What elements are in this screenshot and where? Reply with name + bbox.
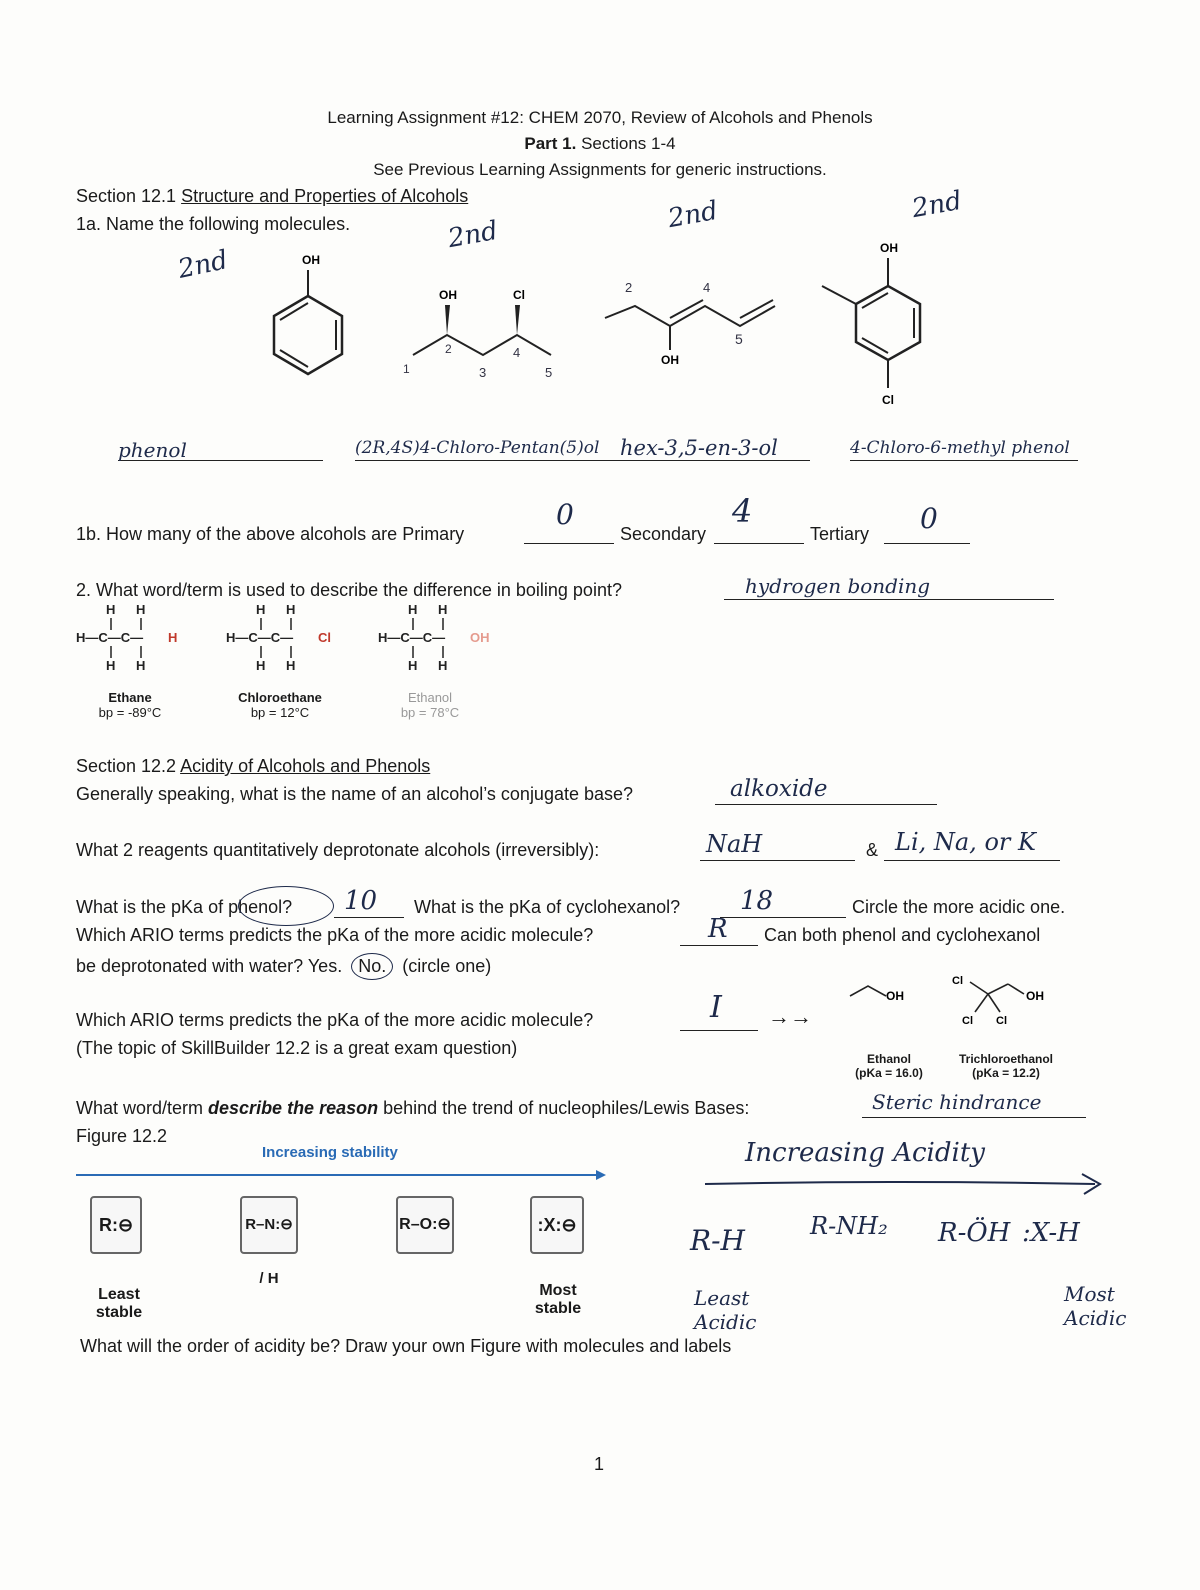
most-stable-label: Most stable: [534, 1282, 582, 1317]
cl-label: Cl: [952, 975, 963, 987]
arrow-icon: →→: [768, 1004, 812, 1029]
svg-text:H: H: [136, 602, 146, 617]
question-deprotonate: [76, 953, 491, 980]
svg-text:5: 5: [545, 365, 553, 380]
question-conjugate-base: Generally speaking, what is the name of an alcohol’s conjugate base?: [76, 784, 634, 804]
tertiary-blank[interactable]: [884, 543, 970, 544]
pka-phenol-blank[interactable]: [334, 917, 404, 918]
svg-text:2: 2: [445, 342, 452, 356]
ario1-answer: R: [708, 914, 728, 944]
svg-text:H: H: [136, 658, 146, 673]
answer-3: hex-3,5-en-3-ol: [620, 436, 778, 460]
part-label: Part 1.: [524, 134, 577, 153]
figure-label: Figure 12.2: [76, 1126, 168, 1146]
section-title: Acidity of Alcohols and Phenols: [180, 756, 431, 776]
trichloroethanol-pka: (pKa = 12.2): [972, 1066, 1040, 1080]
chloroethane-bp: bp = 12°C: [250, 705, 310, 720]
svg-text:H: H: [106, 658, 116, 673]
molecule-chloromethylphenol: [820, 238, 950, 420]
annotation-2nd-4: 2nd: [909, 185, 965, 225]
oh-label: OH: [1026, 989, 1044, 1003]
secondary-answer: 4: [732, 492, 753, 530]
reason-answer: Steric hindrance: [872, 1090, 1042, 1114]
ethanol-pka: (pKa = 16.0): [855, 1066, 923, 1080]
tertiary-answer: 0: [920, 502, 938, 535]
least-stable-label: Least stable: [95, 1286, 143, 1321]
ethane-name: Ethane: [108, 690, 152, 705]
question-1a: 1a. Name the following molecules.: [76, 214, 351, 234]
question-reason: [76, 1098, 749, 1119]
question-ario-2: Which ARIO terms predicts the pKa of the more acidic molecule?: [76, 1010, 594, 1030]
halide-box: :X:⊖: [530, 1196, 584, 1254]
cl-label: Cl: [996, 1015, 1007, 1027]
part-line: [0, 134, 1200, 154]
final-question: What will the order of acidity be? Draw your own Figure with molecules and labels: [80, 1336, 732, 1356]
part-sections: Sections 1-4: [576, 134, 676, 153]
section-prefix: Section 12.1: [76, 186, 182, 206]
reagent1-answer: NaH: [706, 830, 763, 858]
pka-cyclo-answer: 18: [740, 886, 774, 916]
alkoxide-box: R–O:⊖: [396, 1196, 454, 1254]
oh-label: OH: [661, 353, 679, 367]
acidity-comparison-structures: [840, 972, 1070, 1032]
chloroethane-group: Cl: [318, 630, 331, 645]
hand-mol-roh: R-ÖH: [938, 1218, 1011, 1248]
circle-one-text: (circle one): [402, 956, 492, 976]
svg-text:5: 5: [735, 331, 743, 347]
question-pka-phenol: What is the pKa of phenol?: [76, 897, 293, 917]
reason-post: behind the trend of nucleophiles/Lewis Bases:: [378, 1098, 750, 1118]
svg-text:1: 1: [403, 362, 410, 376]
answer-2: (2R,4S)4-Chloro-Pentan(5)ol: [355, 438, 600, 458]
annotation-2nd-1: 2nd: [175, 245, 231, 285]
svg-text:4: 4: [513, 345, 521, 360]
conj-blank[interactable]: [715, 804, 937, 805]
acidity-arrow: [700, 1172, 1110, 1196]
question-reagents: What 2 reagents quantitatively deprotonate alcohols (irreversibly):: [76, 840, 600, 860]
ario2-blank[interactable]: [680, 1030, 758, 1031]
ethane-group: H: [168, 630, 178, 645]
annotation-2nd-2: 2nd: [445, 215, 501, 255]
q2-answer: hydrogen bonding: [745, 574, 931, 598]
reason-pre: What word/term: [76, 1098, 209, 1118]
cl-label: Cl: [962, 1015, 973, 1027]
section-12-2-heading: [76, 756, 430, 777]
ethane-bp: bp = -89°C: [98, 705, 162, 720]
oh-label: OH: [880, 241, 898, 255]
svg-text:H—C—C—: H—C—C—: [76, 630, 144, 645]
ethanol-group: OH: [470, 630, 490, 645]
svg-text:4: 4: [703, 280, 711, 295]
svg-text:H: H: [256, 602, 266, 617]
trichloroethanol-pka-label: [950, 1052, 1062, 1080]
deprot-text: be deprotonated with water? Yes.: [76, 956, 343, 976]
svg-text:H: H: [286, 602, 296, 617]
amide-box: R–N:⊖ / H: [240, 1196, 298, 1254]
circle-instruction: Circle the more acidic one.: [852, 897, 1066, 917]
ethane-label: [80, 690, 180, 720]
question-both: Can both phenol and cyclohexanol: [764, 925, 1041, 945]
stability-arrow-label: Increasing stability: [262, 1144, 398, 1161]
question-1b: 1b. How many of the above alcohols are Primary: [76, 524, 465, 544]
svg-text:3: 3: [479, 365, 487, 380]
secondary-blank[interactable]: [714, 543, 804, 544]
cl-label: Cl: [882, 393, 894, 407]
svg-text:H: H: [438, 602, 448, 617]
cl-label: Cl: [513, 288, 525, 302]
svg-text:H—C—C—: H—C—C—: [378, 630, 446, 645]
svg-text:H: H: [286, 658, 296, 673]
no-option[interactable]: No.: [351, 953, 393, 980]
page-number: 1: [594, 1454, 605, 1474]
svg-text:2: 2: [625, 280, 633, 295]
svg-text:H: H: [256, 658, 266, 673]
molecule-chloropentanol: [395, 285, 575, 385]
reagent2-blank[interactable]: [884, 860, 1060, 861]
svg-text:H: H: [106, 602, 116, 617]
svg-text:H: H: [438, 658, 448, 673]
reagent1-blank[interactable]: [700, 860, 855, 861]
primary-blank[interactable]: [524, 543, 614, 544]
chloroethane-label: [225, 690, 335, 720]
instructions: See Previous Learning Assignments for generic instructions.: [373, 160, 827, 179]
ethanol-label: [380, 690, 480, 720]
annotation-2nd-3: 2nd: [665, 195, 721, 235]
hand-most-acidic: Most Acidic: [1064, 1282, 1127, 1330]
question-pka-cyclo: What is the pKa of cyclohexanol?: [414, 897, 681, 917]
chloroethane-name: Chloroethane: [238, 690, 322, 705]
ethanol-name: Ethanol: [867, 1052, 911, 1066]
page-title: Learning Assignment #12: CHEM 2070, Review of Alcohols and Phenols: [327, 108, 873, 127]
answer-blank-4[interactable]: [850, 460, 1078, 461]
secondary-label: Secondary: [620, 524, 707, 544]
molecule-hexadienol: [595, 278, 795, 378]
pka-phenol-answer: 10: [344, 886, 378, 916]
conj-answer: alkoxide: [730, 776, 828, 802]
section-title: Structure and Properties of Alcohols: [181, 186, 469, 206]
hand-mol-rh: R-H: [690, 1224, 745, 1257]
carbanion-box: R:⊖: [90, 1196, 142, 1254]
section-12-1-heading: [76, 186, 468, 207]
question-ario-1: Which ARIO terms predicts the pKa of the more acidic molecule?: [76, 925, 594, 945]
tertiary-label: Tertiary: [810, 524, 870, 544]
svg-text:H—C—C—: H—C—C—: [226, 630, 294, 645]
phenol-circle: [238, 886, 334, 926]
ethanol-bp: bp = 78°C: [400, 705, 460, 720]
trichloroethanol-name: Trichloroethanol: [958, 1052, 1053, 1066]
hand-mol-xh: :X-H: [1022, 1218, 1080, 1248]
q2-blank[interactable]: [724, 599, 1054, 600]
hand-figure-title: Increasing Acidity: [745, 1138, 985, 1168]
svg-text:H: H: [408, 602, 418, 617]
ario1-blank[interactable]: [680, 945, 758, 946]
molecule-phenol: [258, 248, 358, 378]
reagent2-answer: Li, Na, or K: [895, 828, 1036, 856]
pka-cyclo-blank[interactable]: [720, 917, 846, 918]
reason-italic: describe the reason: [208, 1098, 379, 1118]
hand-least-acidic: Least Acidic: [694, 1286, 757, 1334]
ethanol-pka-label: [836, 1052, 942, 1080]
hand-mol-rnh2: R-NH₂: [810, 1212, 888, 1240]
ario2-answer: I: [710, 990, 722, 1025]
skillbuilder-note: (The topic of SkillBuilder 12.2 is a great exam question): [76, 1038, 518, 1058]
oh-label: OH: [302, 253, 320, 267]
oh-label: OH: [439, 288, 457, 302]
oh-label: OH: [886, 989, 904, 1003]
boiling-point-structures: [76, 600, 496, 680]
answer-1: phenol: [118, 438, 187, 462]
reason-blank[interactable]: [862, 1117, 1086, 1118]
ampersand: &: [866, 840, 879, 860]
question-2: 2. What word/term is used to describe the difference in boiling point?: [76, 580, 622, 600]
section-prefix: Section 12.2: [76, 756, 181, 776]
primary-answer: 0: [556, 498, 574, 531]
answer-4: 4-Chloro-6-methyl phenol: [850, 438, 1070, 458]
svg-text:H: H: [408, 658, 418, 673]
ethanol-name: Ethanol: [407, 690, 453, 705]
stability-arrow: [76, 1168, 606, 1182]
answer-blank-2[interactable]: [355, 460, 810, 461]
